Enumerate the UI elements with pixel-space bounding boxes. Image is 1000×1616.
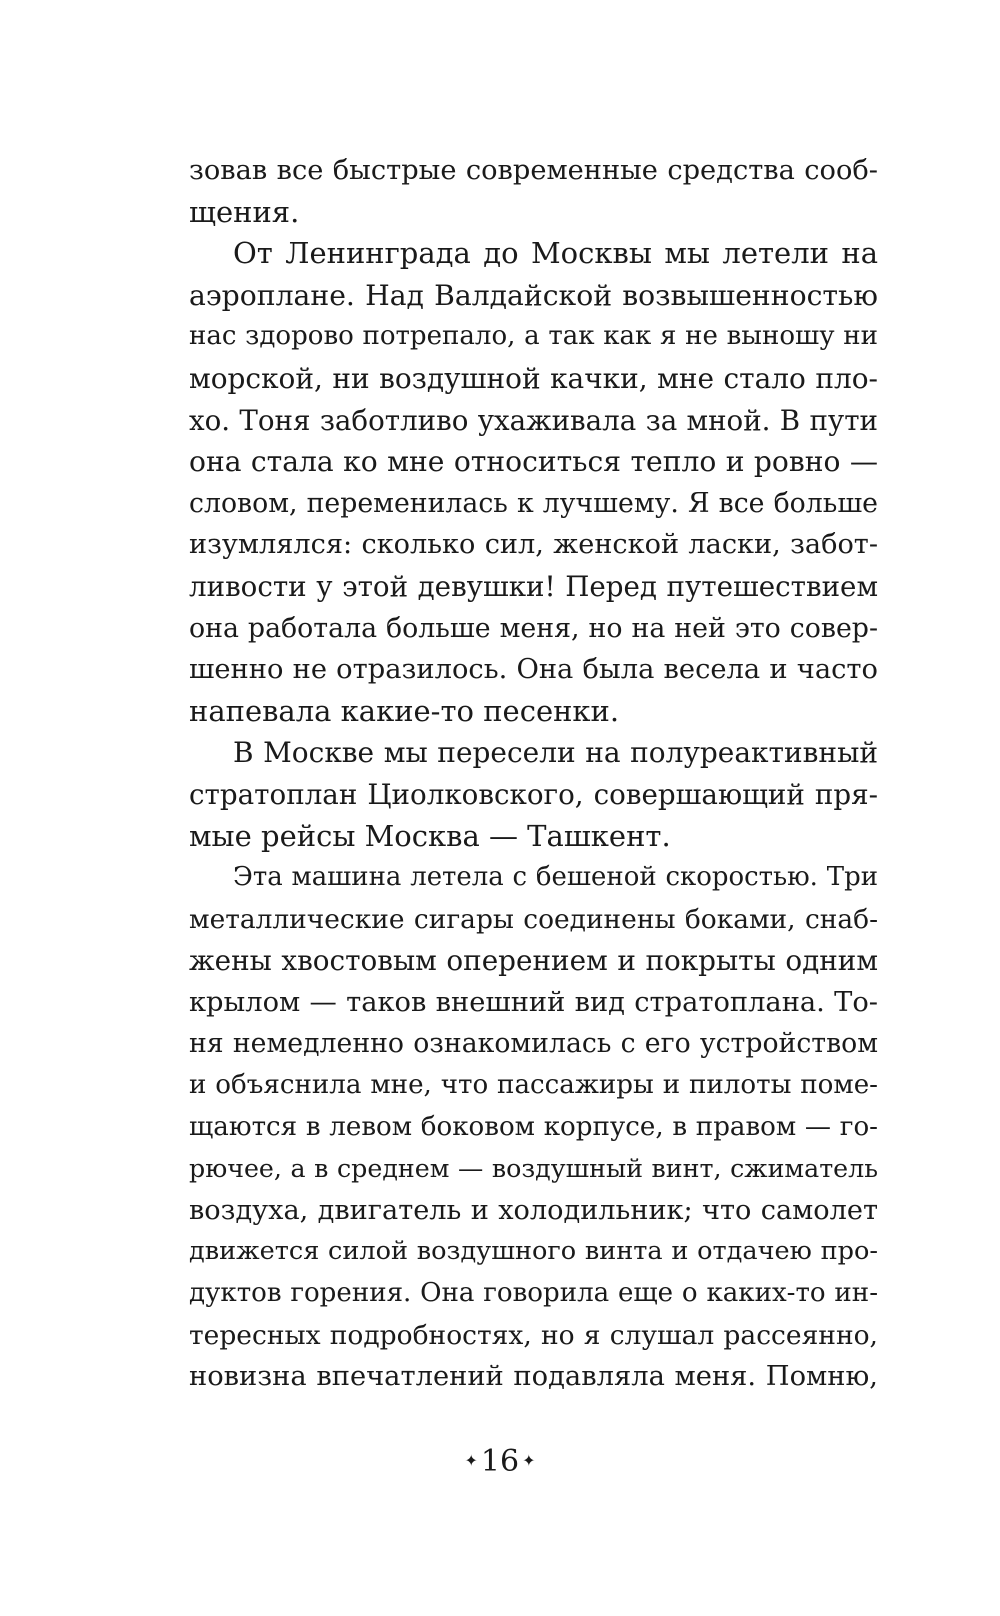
text-line: она стала ко мне относиться тепло и ровно — (189, 445, 878, 479)
page-folio (0, 1441, 1000, 1482)
text-line: мые рейсы Москва — Ташкент. (189, 818, 671, 853)
text-line: словом, переменилась к лучшему. Я все больше (189, 487, 878, 519)
text-line: рючее, а в среднем — воздушный винт, сжиматель (189, 1154, 878, 1184)
text-line: ливости у этой девушки! Перед путешествием (189, 569, 878, 603)
text-line: крылом — таков внешний вид стратоплана. То- (189, 986, 878, 1018)
text-line: тересных подробностях, но я слушал рассеянно, (189, 1319, 878, 1351)
text-line: От Ленинграда до Москвы мы летели на (233, 236, 878, 271)
text-line: движется силой воздушного винта и отдачею про- (189, 1236, 878, 1267)
text-line: она работала больше меня, но на ней это совер- (189, 612, 878, 644)
text-line: нас здорово потрепало, а так как я не выношу ни (189, 321, 878, 352)
text-line: воздуха, двигатель и холодильник; что самолет (189, 1194, 878, 1226)
text-line: щения. (189, 194, 300, 229)
body-text (189, 150, 878, 1398)
text-line: стратоплан Циолковского, совершающий пря- (189, 777, 878, 811)
text-line: металлические сигары соединены боками, снаб- (189, 903, 878, 935)
text-line: зовав все быстрые современные средства сооб- (189, 155, 878, 186)
left-star-ornament-icon: ✦ (464, 1451, 478, 1470)
text-line: хо. Тоня заботливо ухаживала за мной. В пути (189, 403, 878, 437)
text-line: и объяснила мне, что пассажиры и пилоты поме- (189, 1070, 878, 1101)
text-line: Эта машина летела с бешеной скоростью. Три (233, 862, 878, 893)
text-line: напевала какие-то песенки. (189, 693, 620, 728)
text-line: изумлялся: сколько сил, женской ласки, забот- (189, 529, 878, 561)
text-line: щаются в левом боковом корпусе, в правом — го- (189, 1111, 878, 1142)
text-line: морской, ни воздушной качки, мне стало пло- (189, 361, 878, 395)
text-line: жены хвостовым оперением и покрыты одним (189, 944, 878, 978)
page-number: 16 (480, 1444, 520, 1479)
text-line: новизна впечатлений подавляла меня. Помню, (189, 1361, 878, 1393)
text-line: аэроплане. Над Валдайской возвышенностью (189, 278, 878, 312)
text-line: ня немедленно ознакомилась с его устройством (189, 1028, 878, 1060)
text-line: шенно не отразилось. Она была весела и часто (189, 654, 878, 686)
text-line: дуктов горения. Она говорила еще о каких-то ин- (189, 1278, 878, 1309)
right-star-ornament-icon: ✦ (522, 1451, 536, 1470)
text-line: В Москве мы пересели на полуреактивный (233, 736, 878, 770)
